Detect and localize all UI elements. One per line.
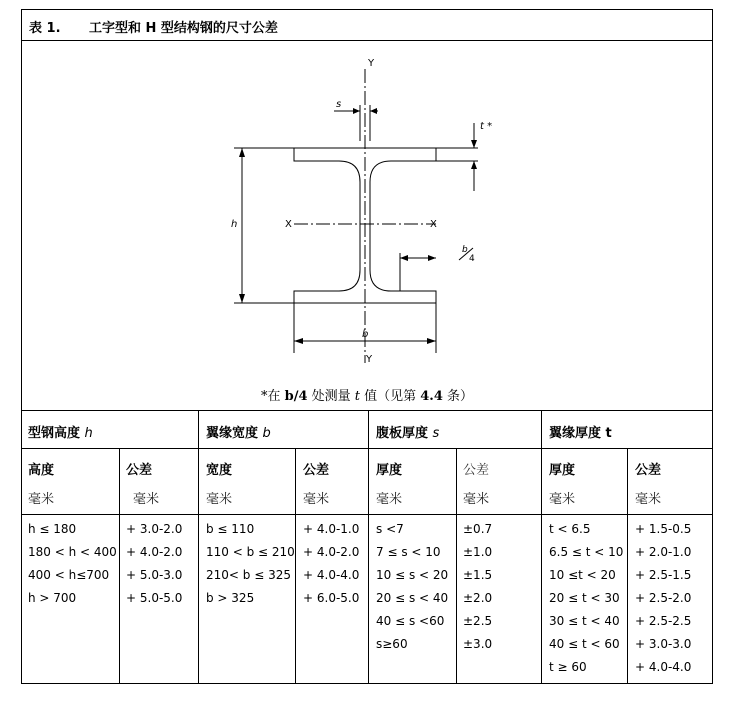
header-flange: 厚度 (549, 463, 576, 478)
unit-label: 毫米 (635, 492, 662, 507)
t-label: t * (480, 121, 493, 132)
group-flange: 翼缘厚度 t (549, 426, 612, 441)
width-range-column (206, 518, 295, 610)
header-width-tol: 公差 (303, 463, 330, 478)
list-item: t ≥ 60 (549, 660, 587, 674)
list-item: ±2.5 (463, 614, 493, 628)
unit-label: 毫米 (549, 492, 576, 507)
list-item: + 4.0-4.0 (635, 660, 692, 674)
header-flange-tol: 公差 (635, 463, 662, 478)
list-item: 30 ≤ t < 40 (549, 614, 620, 628)
flange-tol-column (635, 518, 691, 679)
list-item: 10 ≤ s < 20 (376, 568, 449, 582)
header-height: 高度 (28, 463, 55, 478)
table-title (29, 17, 278, 36)
list-item: + 1.5-0.5 (635, 522, 692, 536)
b-label: b (362, 329, 369, 340)
height-tol-column (126, 518, 182, 610)
header-web-tol: 公差 (463, 463, 490, 478)
unit-label: 毫米 (206, 492, 233, 507)
unit-label: 毫米 (376, 492, 403, 507)
list-item: 20 ≤ s < 40 (376, 591, 449, 605)
list-item: + 6.0-5.0 (303, 591, 360, 605)
header-height-tol: 公差 (126, 463, 153, 478)
col-divider (198, 410, 199, 683)
group-height: 型钢高度 h (28, 426, 93, 441)
unit-label: 毫米 (133, 492, 160, 507)
col-divider (541, 410, 542, 683)
web-range-column (376, 518, 448, 656)
flange-range-column (549, 518, 623, 679)
unit-label: 毫米 (303, 492, 330, 507)
web-tol-column (463, 518, 492, 656)
figure-caption: *在 b/4 处测量 t 值（见第 4.4 条） (260, 389, 474, 404)
list-item: b ≤ 110 (206, 522, 255, 536)
header-web: 厚度 (376, 463, 403, 478)
x-right-label: X (430, 219, 437, 230)
list-item: ±2.0 (463, 591, 493, 605)
list-item: 110 < b ≤ 210 (206, 545, 295, 559)
i-beam-diagram (22, 41, 712, 409)
list-item: 40 ≤ s <60 (376, 614, 445, 628)
col-divider (295, 448, 296, 683)
list-item: + 3.0-3.0 (635, 637, 692, 651)
list-item: h ≤ 180 (28, 522, 77, 536)
col-divider (119, 448, 120, 683)
unit-label: 毫米 (28, 492, 55, 507)
list-item: + 2.0-1.0 (635, 545, 692, 559)
list-item: 210< b ≤ 325 (206, 568, 291, 582)
table-title-text: 工字型和 H 型结构钢的尺寸公差 (89, 21, 278, 36)
list-item: ±1.5 (463, 568, 493, 582)
group-web: 腹板厚度 s (376, 426, 440, 441)
y-bottom-label: Y (366, 354, 373, 365)
list-item: s≥60 (376, 637, 408, 651)
list-item: s <7 (376, 522, 404, 536)
list-item: h > 700 (28, 591, 77, 605)
list-item: + 4.0-2.0 (126, 545, 183, 559)
figure-rule (22, 410, 712, 411)
x-left-label: X (285, 219, 292, 230)
tolerance-table (21, 9, 713, 684)
caption-b4: b/4 (284, 389, 308, 404)
list-item: + 5.0-3.0 (126, 568, 183, 582)
list-item: + 3.0-2.0 (126, 522, 183, 536)
list-item: ±3.0 (463, 637, 493, 651)
list-item: t < 6.5 (549, 522, 591, 536)
list-item: + 2.5-1.5 (635, 568, 692, 582)
list-item: b > 325 (206, 591, 255, 605)
list-item: 10 ≤t < 20 (549, 568, 616, 582)
list-item: + 4.0-4.0 (303, 568, 360, 582)
col-divider (456, 448, 457, 683)
list-item: 6.5 ≤ t < 10 (549, 545, 624, 559)
list-item: + 5.0-5.0 (126, 591, 183, 605)
list-item: 40 ≤ t < 60 (549, 637, 620, 651)
header-width: 宽度 (206, 463, 233, 478)
y-top-label: Y (368, 58, 375, 69)
list-item: 20 ≤ t < 30 (549, 591, 620, 605)
list-item: 7 ≤ s < 10 (376, 545, 441, 559)
list-item: + 4.0-2.0 (303, 545, 360, 559)
header-rule (22, 514, 712, 515)
list-item: 400 < h≤700 (28, 568, 110, 582)
group-rule (22, 448, 712, 449)
list-item: ±0.7 (463, 522, 493, 536)
h-label: h (231, 219, 238, 230)
table-number: 表 1. (29, 21, 61, 36)
beam-figure (22, 41, 712, 409)
width-tol-column (303, 518, 359, 610)
list-item: ±1.0 (463, 545, 493, 559)
list-item: 180 < h < 400 (28, 545, 117, 559)
col-divider (368, 410, 369, 683)
b4-den-label: 4 (469, 254, 475, 264)
list-item: + 2.5-2.0 (635, 591, 692, 605)
b4-num-label: b (462, 245, 468, 255)
s-label: s (336, 99, 342, 110)
group-width: 翼缘宽度 b (206, 426, 271, 441)
unit-label: 毫米 (463, 492, 490, 507)
list-item: + 4.0-1.0 (303, 522, 360, 536)
list-item: + 2.5-2.5 (635, 614, 692, 628)
col-divider (627, 448, 628, 683)
height-range-column (28, 518, 117, 610)
